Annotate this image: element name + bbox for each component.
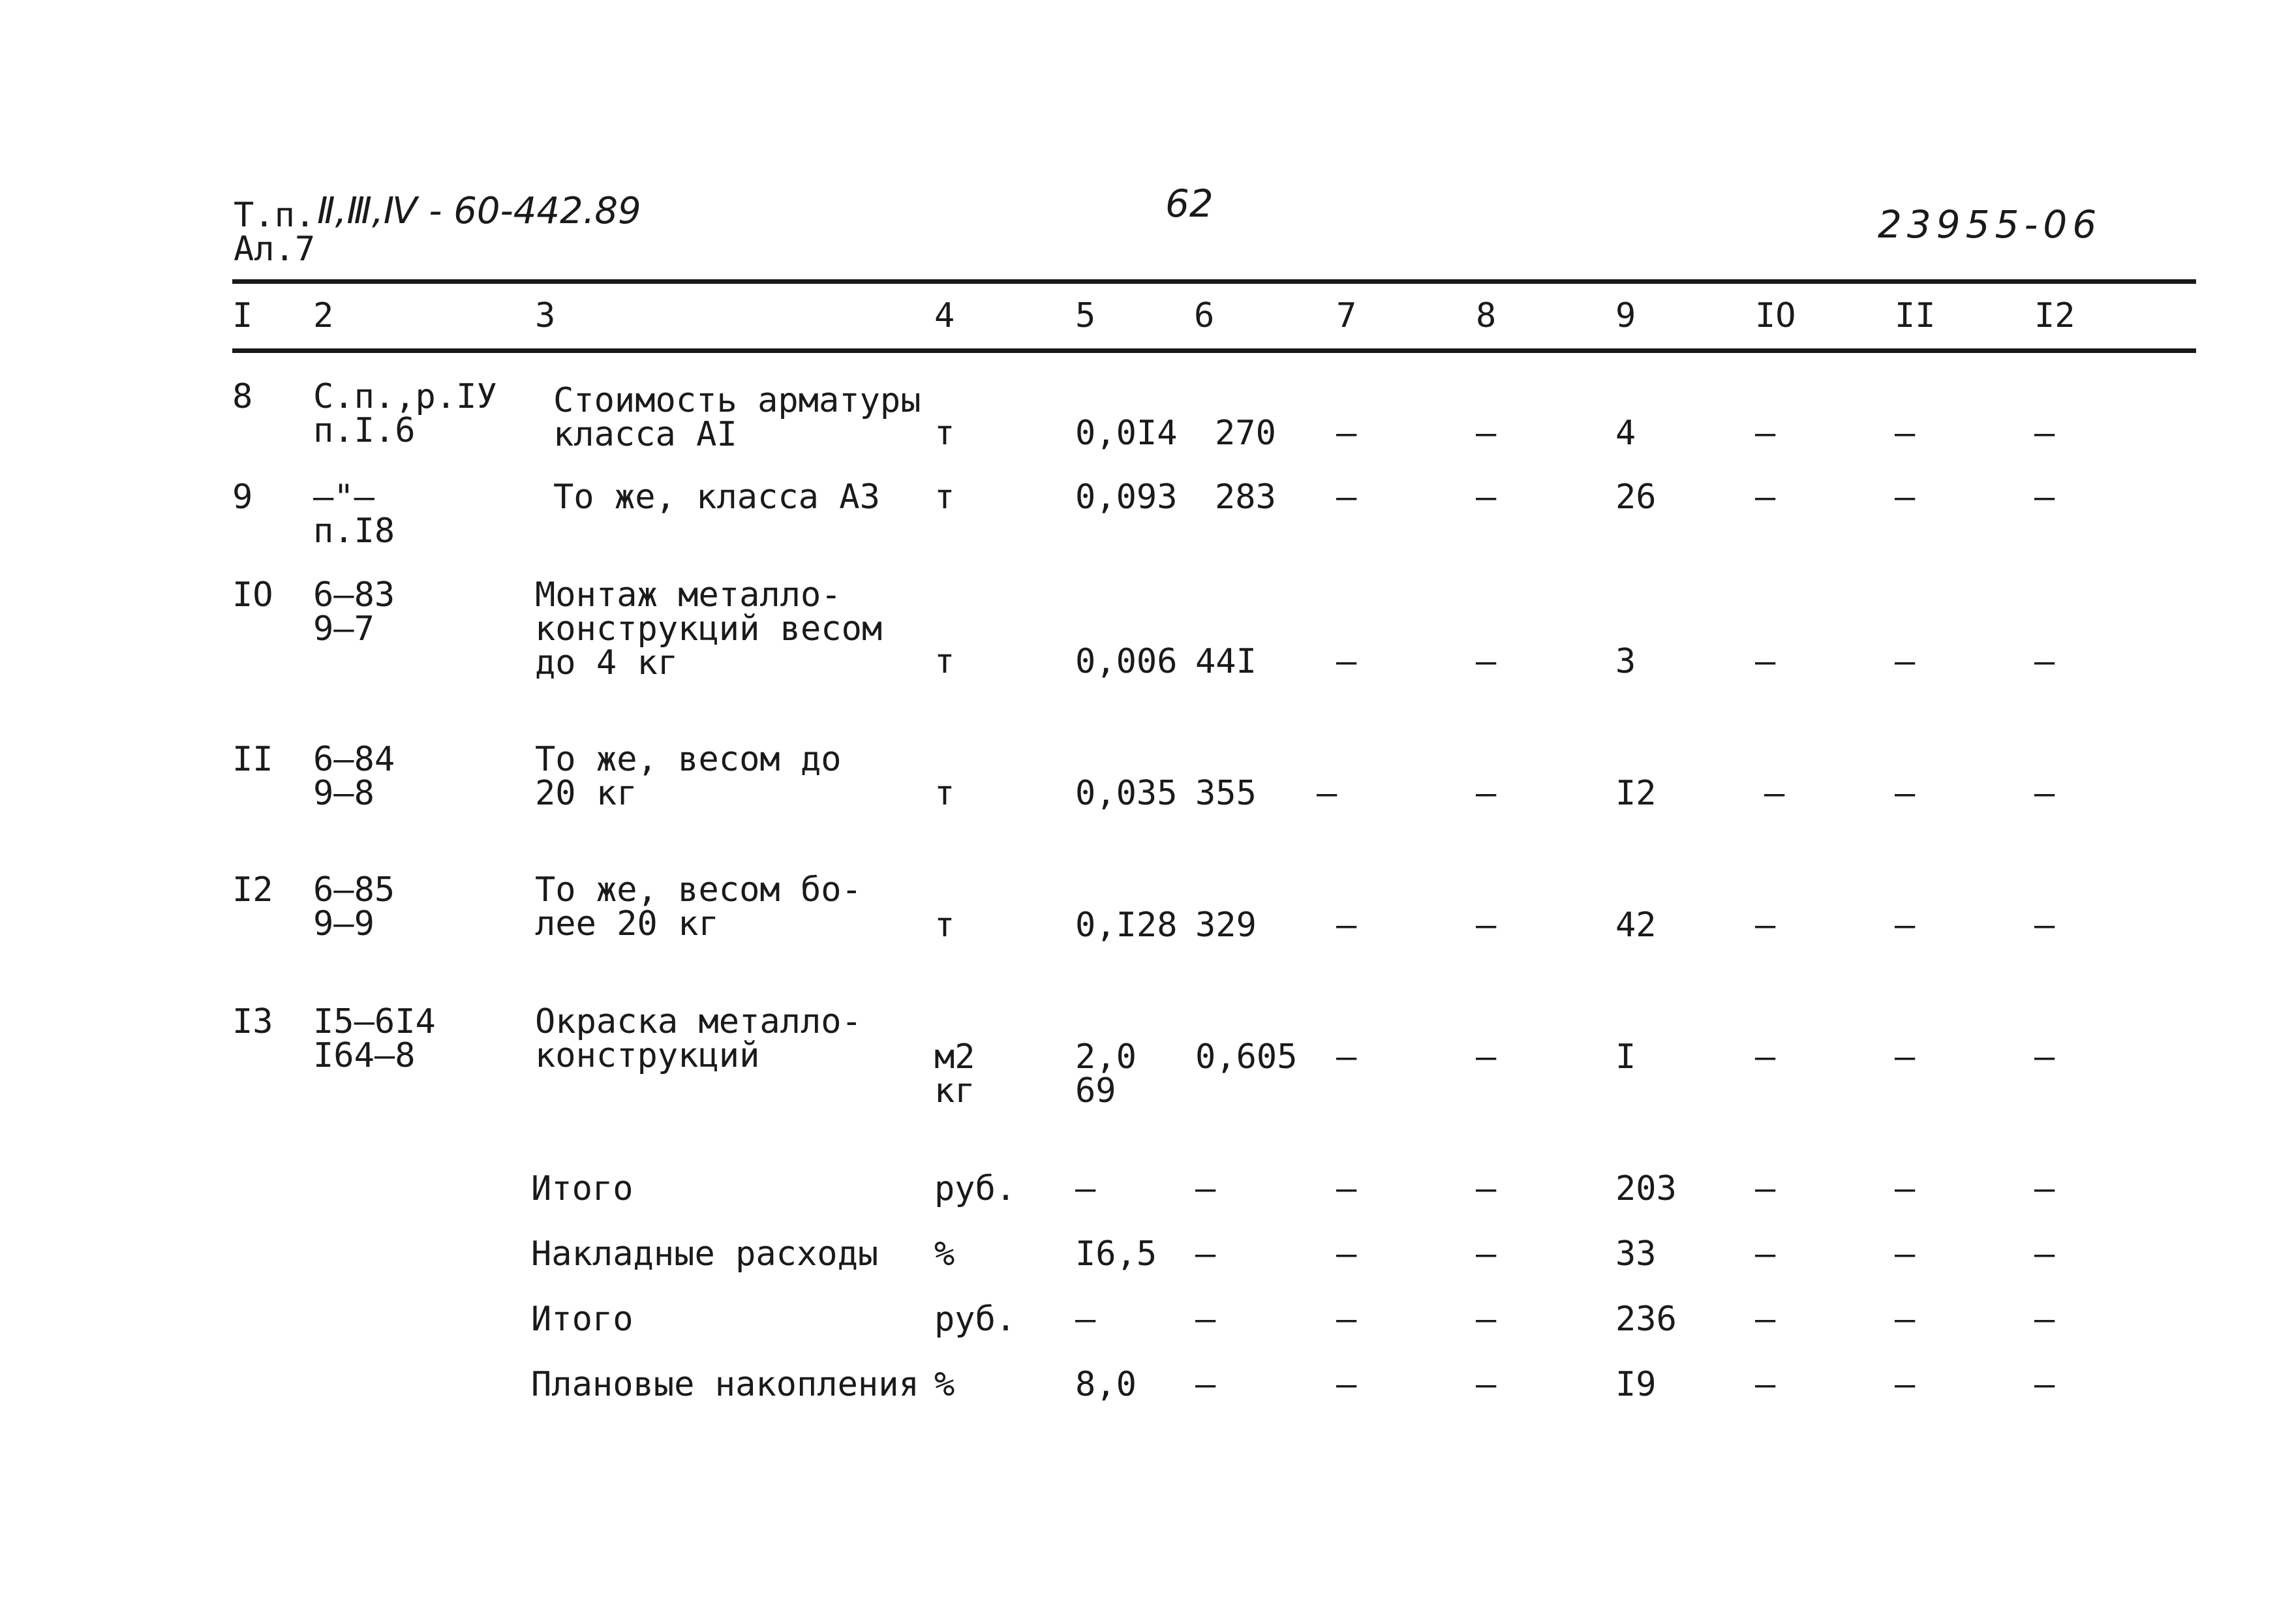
column-header: I2: [2034, 296, 2075, 335]
column-header: 6: [1194, 296, 1215, 335]
row-name: То же, весом до 20 кг: [535, 740, 842, 813]
total-col7: –: [1336, 1234, 1357, 1274]
column-header: 8: [1476, 296, 1497, 335]
total-col9: 203: [1615, 1169, 1677, 1208]
row-number: 8: [232, 377, 253, 416]
row-code: С.п.,р.IУ п.I.6: [313, 377, 497, 450]
row-col12: –: [2034, 1037, 2055, 1077]
row-unit: т: [934, 906, 955, 945]
row-col10: –: [1764, 774, 1785, 813]
total-col12: –: [2034, 1234, 2055, 1274]
row-number: I2: [232, 870, 273, 910]
row-col11: –: [1895, 906, 1916, 945]
total-col6: –: [1195, 1169, 1216, 1208]
total-col11: –: [1895, 1234, 1916, 1274]
row-col12: –: [2034, 414, 2055, 453]
total-col5: –: [1075, 1300, 1096, 1339]
total-unit: руб.: [934, 1300, 1016, 1339]
column-header: 3: [535, 296, 556, 335]
total-col12: –: [2034, 1300, 2055, 1339]
row-col7: –: [1336, 906, 1357, 945]
total-col6: –: [1195, 1300, 1216, 1339]
column-header: 7: [1336, 296, 1357, 335]
total-col11: –: [1895, 1300, 1916, 1339]
row-col11: –: [1895, 414, 1916, 453]
row-col8: –: [1476, 478, 1497, 517]
row-col6: 355: [1195, 774, 1257, 813]
total-col9: 236: [1615, 1300, 1677, 1339]
total-col7: –: [1336, 1300, 1357, 1339]
total-col9: 33: [1615, 1234, 1657, 1274]
row-col8: –: [1476, 642, 1497, 681]
row-col6: 283: [1215, 478, 1276, 517]
column-header: 4: [934, 296, 955, 335]
total-col8: –: [1476, 1300, 1497, 1339]
row-name: То же, класса А3: [553, 478, 880, 517]
row-col10: –: [1755, 906, 1776, 945]
total-unit: %: [934, 1234, 955, 1274]
document-number: 23955-06: [1878, 202, 2102, 247]
row-col11: –: [1895, 478, 1916, 517]
row-col12: –: [2034, 774, 2055, 813]
row-col6: 0,605: [1195, 1037, 1298, 1077]
total-col5: –: [1075, 1169, 1096, 1208]
total-col11: –: [1895, 1365, 1916, 1404]
total-unit: %: [934, 1365, 955, 1404]
total-col10: –: [1755, 1300, 1776, 1339]
row-col7: –: [1336, 1037, 1357, 1077]
row-number: I3: [232, 1002, 273, 1041]
page-number: 62: [1165, 181, 1214, 226]
row-col5: 0,I28: [1075, 906, 1178, 945]
row-col6: 329: [1195, 906, 1257, 945]
row-col9: 4: [1615, 414, 1636, 453]
total-name: Накладные расходы: [531, 1234, 879, 1274]
row-col9: 42: [1615, 906, 1657, 945]
row-col5: 2,0 69: [1075, 1037, 1137, 1111]
row-name: Стоимость арматуры класса AI: [553, 381, 921, 454]
row-code: I5–6I4 I64–8: [313, 1002, 436, 1075]
total-col8: –: [1476, 1169, 1497, 1208]
total-col10: –: [1755, 1169, 1776, 1208]
row-col7: –: [1336, 414, 1357, 453]
row-unit: т: [934, 414, 955, 453]
row-col12: –: [2034, 906, 2055, 945]
top-rule: [232, 279, 2196, 284]
total-col9: I9: [1615, 1365, 1657, 1404]
row-col12: –: [2034, 478, 2055, 517]
row-unit: м2 кг: [934, 1037, 975, 1111]
row-col10: –: [1755, 642, 1776, 681]
row-code: 6–85 9–9: [313, 870, 395, 943]
total-col10: –: [1755, 1234, 1776, 1274]
total-name: Итого: [531, 1169, 634, 1208]
row-col8: –: [1476, 1037, 1497, 1077]
total-col7: –: [1336, 1365, 1357, 1404]
row-code: 6–84 9–8: [313, 740, 395, 813]
row-col10: –: [1755, 1037, 1776, 1077]
row-col5: 0,035: [1075, 774, 1178, 813]
total-col7: –: [1336, 1169, 1357, 1208]
total-col5: 8,0: [1075, 1365, 1137, 1404]
row-col11: –: [1895, 642, 1916, 681]
total-name: Итого: [531, 1300, 634, 1339]
row-col8: –: [1476, 414, 1497, 453]
row-number: II: [232, 740, 273, 779]
row-col11: –: [1895, 1037, 1916, 1077]
row-col8: –: [1476, 906, 1497, 945]
total-col8: –: [1476, 1365, 1497, 1404]
row-col9: 26: [1615, 478, 1657, 517]
row-col7: –: [1336, 478, 1357, 517]
total-col12: –: [2034, 1365, 2055, 1404]
header-series-code: Ⅱ,Ⅲ,Ⅳ - 60-442.89: [317, 190, 641, 232]
row-name: Монтаж металло- конструкций весом до 4 кг: [535, 575, 883, 682]
row-col6: 44I: [1195, 642, 1257, 681]
row-code: 6–83 9–7: [313, 575, 395, 649]
row-col5: 0,0I4: [1075, 414, 1178, 453]
row-col10: –: [1755, 414, 1776, 453]
total-col8: –: [1476, 1234, 1497, 1274]
column-header: 9: [1615, 296, 1636, 335]
row-name: Окраска металло- конструкций: [535, 1002, 862, 1075]
row-col9: I2: [1615, 774, 1657, 813]
row-code: –"– п.I8: [313, 478, 395, 551]
header-bottom-rule: [232, 348, 2196, 353]
row-col12: –: [2034, 642, 2055, 681]
column-header: IO: [1755, 296, 1796, 335]
row-col7: –: [1336, 642, 1357, 681]
row-col9: 3: [1615, 642, 1636, 681]
row-unit: т: [934, 478, 955, 517]
total-unit: руб.: [934, 1169, 1016, 1208]
total-col11: –: [1895, 1169, 1916, 1208]
row-col8: –: [1476, 774, 1497, 813]
row-col10: –: [1755, 478, 1776, 517]
row-col9: I: [1615, 1037, 1636, 1077]
column-header: 2: [313, 296, 334, 335]
row-name: То же, весом бо- лее 20 кг: [535, 870, 862, 943]
row-col6: 270: [1215, 414, 1276, 453]
row-number: 9: [232, 478, 253, 517]
column-header: I: [232, 296, 253, 335]
total-col6: –: [1195, 1234, 1216, 1274]
row-unit: т: [934, 642, 955, 681]
total-col5: I6,5: [1075, 1234, 1157, 1274]
row-col11: –: [1895, 774, 1916, 813]
header-left-line2: Ал.7: [234, 230, 316, 269]
total-col10: –: [1755, 1365, 1776, 1404]
row-col5: 0,093: [1075, 478, 1178, 517]
row-col7: –: [1317, 774, 1337, 813]
row-number: IO: [232, 575, 273, 615]
total-col12: –: [2034, 1169, 2055, 1208]
row-unit: т: [934, 774, 955, 813]
column-header: II: [1895, 296, 1936, 335]
row-col5: 0,006: [1075, 642, 1178, 681]
total-col6: –: [1195, 1365, 1216, 1404]
column-header: 5: [1075, 296, 1096, 335]
header-left-line1: Т.п.: [234, 196, 316, 235]
total-name: Плановые накопления: [531, 1365, 919, 1404]
